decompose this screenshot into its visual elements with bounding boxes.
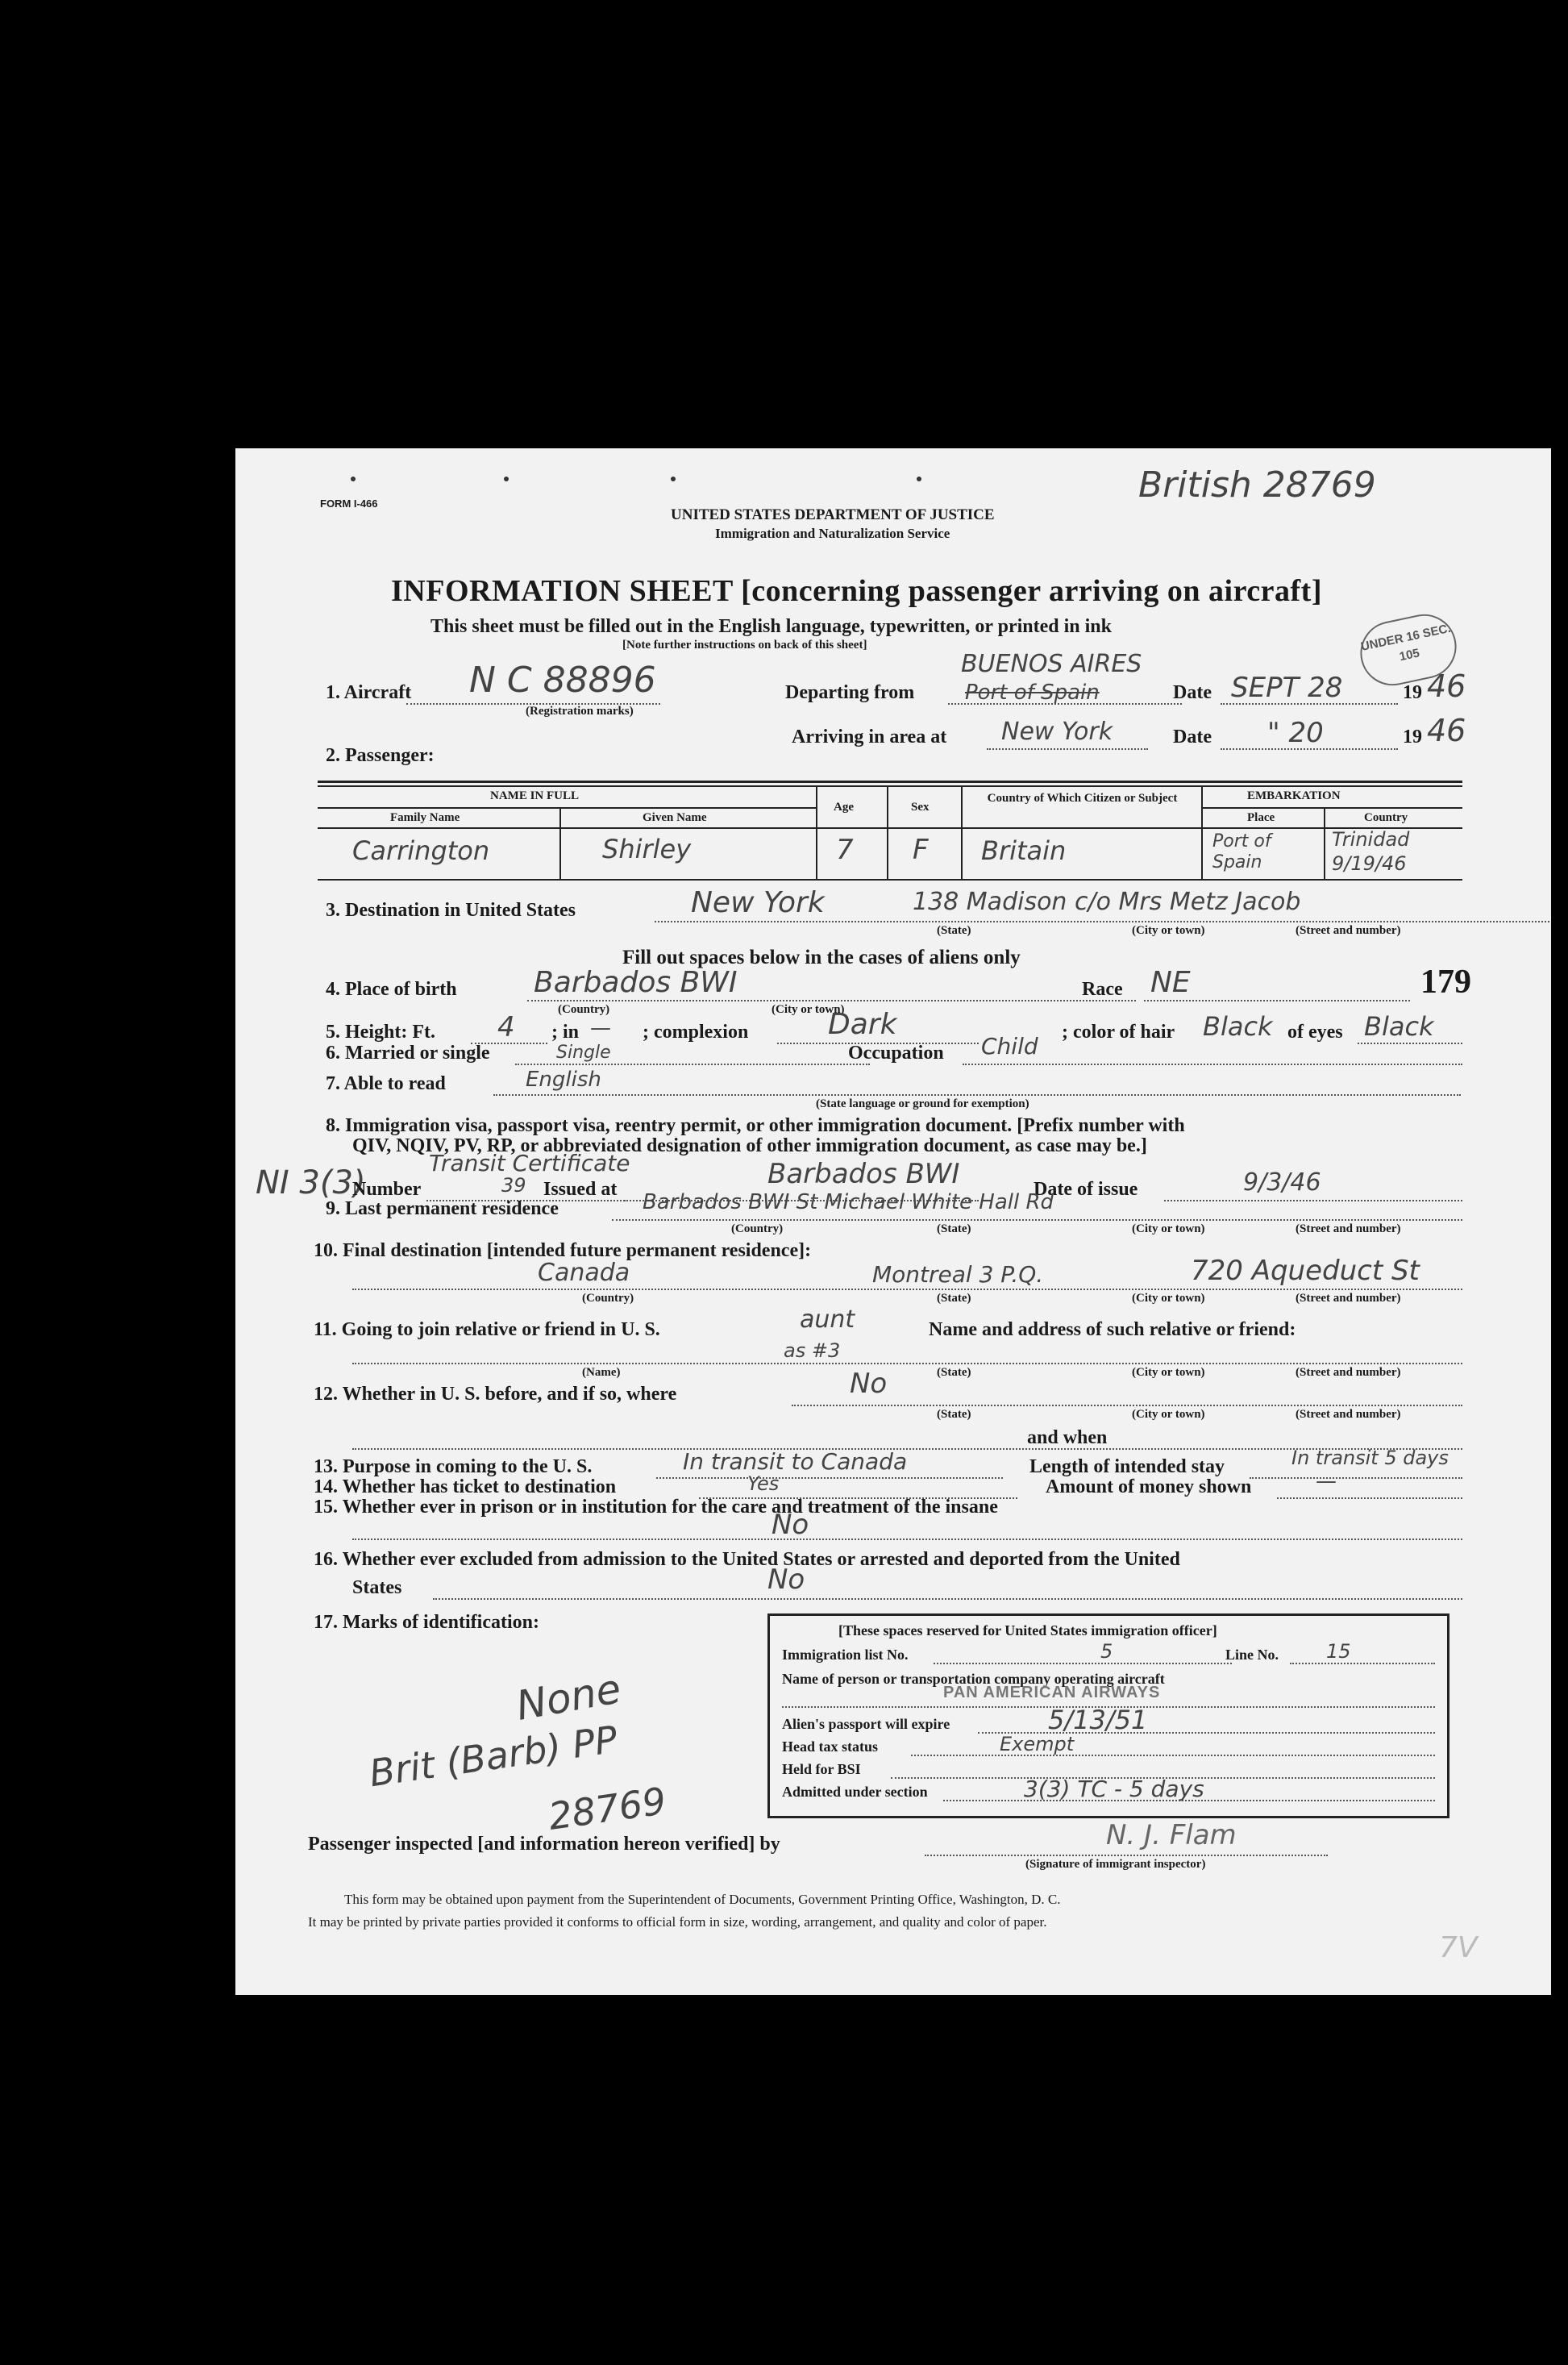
prison-underline xyxy=(352,1538,1462,1540)
issue-date-label: Date of issue xyxy=(1034,1179,1138,1200)
arriving-date-label: Date xyxy=(1173,727,1212,747)
before-underline xyxy=(792,1405,1462,1406)
final-label: 10. Final destination [intended future permanent residence]: xyxy=(314,1240,812,1261)
read-underline xyxy=(493,1094,1461,1096)
residence-caption-state: (State) xyxy=(937,1222,971,1235)
occupation-value: Child xyxy=(981,1033,1038,1060)
departing-date: SEPT 28 xyxy=(1231,672,1343,704)
join-name-value: as #3 xyxy=(784,1339,841,1362)
height-label: 5. Height: Ft. xyxy=(326,1022,435,1043)
signature-caption: (Signature of immigrant inspector) xyxy=(1025,1858,1206,1871)
issued-label: Issued at xyxy=(543,1179,618,1200)
under-16-stamp: UNDER 16 SEC. 105 xyxy=(1354,608,1462,691)
col-place: Place xyxy=(1247,811,1275,824)
admitted-label: Admitted under section xyxy=(782,1784,928,1800)
table-top-rule-2 xyxy=(318,785,1462,787)
final-caption-city: (City or town) xyxy=(1132,1292,1205,1305)
final-caption-country: (Country) xyxy=(582,1292,634,1305)
birth-caption-country: (Country) xyxy=(558,1003,610,1016)
destination-underline xyxy=(655,921,1549,922)
birth-caption-city: (City or town) xyxy=(772,1003,845,1016)
money-value: — xyxy=(1316,1469,1337,1493)
prison-value: No xyxy=(772,1509,809,1541)
purpose-underline xyxy=(656,1477,1003,1479)
residence-label: 9. Last permanent residence xyxy=(326,1198,559,1219)
cell-age: 7 xyxy=(836,834,854,866)
officer-header: [These spaces reserved for United States immigration officer] xyxy=(838,1622,1217,1638)
birth-value: Barbados BWI xyxy=(534,966,738,999)
table-header-rule xyxy=(318,827,1462,829)
before-caption-state: (State) xyxy=(937,1408,971,1421)
departing-year-prefix: 19 xyxy=(1403,682,1422,703)
list-value: 5 xyxy=(1100,1640,1113,1663)
col-given-name: Given Name xyxy=(643,811,707,824)
dest-caption-state: (State) xyxy=(937,924,971,937)
occupation-underline xyxy=(963,1064,1462,1065)
col-divider xyxy=(961,787,963,879)
married-label: 6. Married or single xyxy=(326,1043,490,1064)
tax-underline xyxy=(911,1755,1435,1756)
height-ft: 4 xyxy=(497,1011,515,1043)
col-country: Country xyxy=(1364,811,1408,824)
join-caption-street: (Street and number) xyxy=(1296,1366,1401,1379)
arriving-underline xyxy=(987,748,1148,750)
cell-citizen: Britain xyxy=(981,835,1067,866)
eyes-underline xyxy=(1358,1043,1462,1044)
race-underline xyxy=(1144,1000,1410,1001)
line-underline xyxy=(1290,1663,1435,1664)
number-label: Number xyxy=(352,1179,422,1200)
visa-label-2: QIV, NQIV, PV, RP, or abbreviated designation of other immigration document, as case may be.] xyxy=(352,1135,1147,1156)
departing-date-label: Date xyxy=(1173,682,1212,703)
department-name: UNITED STATES DEPARTMENT OF JUSTICE xyxy=(671,506,995,523)
visa-label: 8. Immigration visa, passport visa, reentry permit, or other immigration document. [Prefix number with xyxy=(326,1115,1185,1136)
departing-year: 46 xyxy=(1427,668,1466,704)
hair-value: Black xyxy=(1203,1011,1273,1042)
race-value: NE xyxy=(1150,966,1191,999)
excluded-label: 16. Whether ever excluded from admission to the United States or arrested and deported from the United xyxy=(314,1549,1180,1570)
before-label: 12. Whether in U. S. before, and if so, where xyxy=(314,1384,677,1405)
eyes-label: of eyes xyxy=(1287,1022,1343,1043)
marks-note-2: 28769 xyxy=(545,1779,669,1838)
aliens-header: Fill out spaces below in the cases of aliens only xyxy=(622,947,1021,968)
page-number: 179 xyxy=(1420,964,1471,1001)
issue-date-value: 9/3/46 xyxy=(1243,1168,1321,1197)
complexion-label: ; complexion xyxy=(643,1022,749,1043)
footer-line-2: It may be printed by private parties provided it conforms to official form in size, wording, arrangement, and quality and color of paper. xyxy=(308,1914,1047,1930)
service-name: Immigration and Naturalization Service xyxy=(715,526,950,541)
dest-caption-city: (City or town) xyxy=(1132,924,1205,937)
eyes-value: Black xyxy=(1364,1011,1434,1042)
col-name-in-full: NAME IN FULL xyxy=(490,789,580,802)
aircraft-label: 1. Aircraft xyxy=(326,682,412,703)
registration-caption: (Registration marks) xyxy=(526,705,634,718)
cell-place: Port of Spain xyxy=(1212,831,1271,872)
departing-label: Departing from xyxy=(785,682,915,703)
stay-value: In transit 5 days xyxy=(1291,1447,1449,1469)
arriving-year-prefix: 19 xyxy=(1403,727,1422,747)
departing-value: BUENOS AIRES xyxy=(961,650,1142,678)
side-note: NI 3(3) xyxy=(256,1164,366,1201)
number-value: 39 xyxy=(501,1174,526,1197)
title-main: INFORMATION SHEET xyxy=(391,574,734,608)
before-caption-street: (Street and number) xyxy=(1296,1408,1401,1421)
residence-caption-city: (City or town) xyxy=(1132,1222,1205,1235)
top-annotation: British 28769 xyxy=(1138,464,1376,506)
final-caption-state: (State) xyxy=(937,1292,971,1305)
corner-mark: 7V xyxy=(1439,1931,1478,1964)
arriving-date: " 20 xyxy=(1267,717,1324,749)
col-divider xyxy=(1201,787,1203,879)
form-number: FORM I-466 xyxy=(320,498,378,510)
col-divider xyxy=(559,808,561,879)
bsi-label: Held for BSI xyxy=(782,1761,861,1777)
visa-document: Transit Certificate xyxy=(429,1150,630,1176)
title-sub: [concerning passenger arriving on aircraft] xyxy=(741,574,1322,608)
inspected-label: Passenger inspected [and information hereon verified] by xyxy=(308,1834,780,1855)
inches-value: — xyxy=(590,1016,611,1040)
company-label: Name of person or transportation company operating aircraft xyxy=(782,1671,1165,1687)
before-caption-city: (City or town) xyxy=(1132,1408,1205,1421)
residence-caption-street: (Street and number) xyxy=(1296,1222,1401,1235)
tax-label: Head tax status xyxy=(782,1738,879,1755)
residence-value: Barbados BWI St Michael White Hall Rd xyxy=(643,1190,1054,1214)
arriving-value: New York xyxy=(1001,718,1113,746)
race-label: Race xyxy=(1082,979,1123,1000)
purpose-value: In transit to Canada xyxy=(683,1448,908,1475)
read-label: 7. Able to read xyxy=(326,1073,446,1094)
birth-label: 4. Place of birth xyxy=(326,979,457,1000)
excluded-underline xyxy=(433,1598,1462,1600)
punch-dot xyxy=(671,477,676,481)
destination-state: New York xyxy=(691,886,825,919)
form-sheet xyxy=(235,448,1551,1995)
stay-label: Length of intended stay xyxy=(1029,1456,1225,1477)
destination-city: 138 Madison c/o Mrs Metz Jacob xyxy=(913,888,1301,916)
marks-label: 17. Marks of identification: xyxy=(314,1612,539,1633)
admitted-value: 3(3) TC - 5 days xyxy=(1024,1776,1204,1802)
instruction-note: [Note further instructions on back of this sheet] xyxy=(622,639,867,652)
read-caption: (State language or ground for exemption) xyxy=(816,1097,1029,1110)
arriving-label: Arriving in area at xyxy=(792,727,947,747)
list-underline xyxy=(934,1663,1232,1664)
money-underline xyxy=(1277,1497,1462,1499)
married-underline xyxy=(515,1064,870,1065)
ticket-label: 14. Whether has ticket to destination xyxy=(314,1476,617,1497)
final-city: Montreal 3 P.Q. xyxy=(872,1261,1044,1288)
join-caption-state: (State) xyxy=(937,1366,971,1379)
final-street: 720 Aqueduct St xyxy=(1191,1255,1420,1287)
line-value: 15 xyxy=(1326,1640,1351,1663)
cell-country: Trinidad 9/19/46 xyxy=(1332,828,1410,875)
col-age: Age xyxy=(834,801,854,814)
cell-family: Carrington xyxy=(352,835,490,866)
passport-value: 5/13/51 xyxy=(1048,1705,1148,1735)
name-sub-rule xyxy=(318,807,816,809)
table-bottom-rule xyxy=(318,879,1462,881)
join-value: aunt xyxy=(800,1305,855,1334)
punch-dot xyxy=(351,477,356,481)
col-sex: Sex xyxy=(911,801,930,814)
arriving-year: 46 xyxy=(1427,713,1466,748)
final-underline xyxy=(352,1289,1462,1290)
issued-value: Barbados BWI xyxy=(767,1158,960,1190)
money-label: Amount of money shown xyxy=(1046,1476,1252,1497)
officer-section xyxy=(767,1613,1449,1818)
destination-label: 3. Destination in United States xyxy=(326,900,576,921)
col-divider xyxy=(887,787,888,879)
passport-label: Alien's passport will expire xyxy=(782,1716,950,1732)
excluded-label-2: States xyxy=(352,1577,402,1598)
and-when-label: and when xyxy=(1027,1427,1108,1448)
join-caption-city: (City or town) xyxy=(1132,1366,1205,1379)
list-label: Immigration list No. xyxy=(782,1647,909,1663)
cell-sex: F xyxy=(913,834,929,866)
read-value: English xyxy=(526,1068,601,1092)
join-underline xyxy=(352,1363,1462,1364)
cell-given: Shirley xyxy=(602,834,692,864)
inspector-signature: N. J. Flam xyxy=(1106,1819,1237,1851)
join-label: 11. Going to join relative or friend in U. S. xyxy=(314,1319,660,1340)
departing-struck: Port of Spain xyxy=(965,681,1100,705)
excluded-value: No xyxy=(767,1563,805,1596)
punch-dot xyxy=(917,477,921,481)
residence-underline xyxy=(612,1219,1462,1221)
residence-caption-country: (Country) xyxy=(731,1222,784,1235)
dest-caption-street: (Street and number) xyxy=(1296,924,1401,937)
table-top-rule xyxy=(318,781,1462,783)
form-title xyxy=(391,573,1322,609)
col-divider xyxy=(1324,808,1325,879)
aircraft-value: N C 88896 xyxy=(469,660,656,701)
marks-note-1: Brit (Barb) PP xyxy=(366,1717,621,1796)
company-value: PAN AMERICAN AIRWAYS xyxy=(943,1684,1161,1701)
embark-sub-rule xyxy=(1201,807,1462,809)
birth-underline xyxy=(527,1000,1136,1001)
signature-underline xyxy=(925,1855,1328,1856)
purpose-label: 13. Purpose in coming to the U. S. xyxy=(314,1456,593,1477)
marks-value: None xyxy=(512,1665,625,1730)
col-divider xyxy=(816,787,817,879)
punch-dot xyxy=(504,477,509,481)
stay-underline xyxy=(1250,1477,1462,1479)
footer-line-1: This form may be obtained upon payment from the Superintendent of Documents, Government Printing Office, Washington, D. C. xyxy=(344,1892,1061,1907)
final-caption-street: (Street and number) xyxy=(1296,1292,1401,1305)
occupation-label: Occupation xyxy=(848,1043,944,1064)
inches-label: ; in xyxy=(551,1022,580,1043)
married-value: Single xyxy=(556,1043,611,1063)
before-value: No xyxy=(850,1368,888,1400)
col-family-name: Family Name xyxy=(390,811,460,824)
final-country: Canada xyxy=(538,1259,630,1287)
join-caption-name: (Name) xyxy=(582,1366,621,1379)
tax-value: Exempt xyxy=(1000,1733,1075,1755)
line-label: Line No. xyxy=(1225,1647,1279,1663)
prison-label: 15. Whether ever in prison or in institution for the care and treatment of the insane xyxy=(314,1497,998,1518)
ticket-value: Yes xyxy=(747,1472,780,1495)
col-citizen: Country of Which Citizen or Subject xyxy=(987,792,1178,805)
passenger-label: 2. Passenger: xyxy=(326,745,435,766)
col-embarkation: EMBARKATION xyxy=(1247,789,1341,802)
instruction-text: This sheet must be filled out in the English language, typewritten, or printed in ink xyxy=(430,616,1112,637)
hair-label: ; color of hair xyxy=(1062,1022,1175,1043)
issue-date-underline xyxy=(1164,1200,1462,1201)
complexion-value: Dark xyxy=(828,1008,897,1041)
join-name-label: Name and address of such relative or friend: xyxy=(929,1319,1296,1340)
